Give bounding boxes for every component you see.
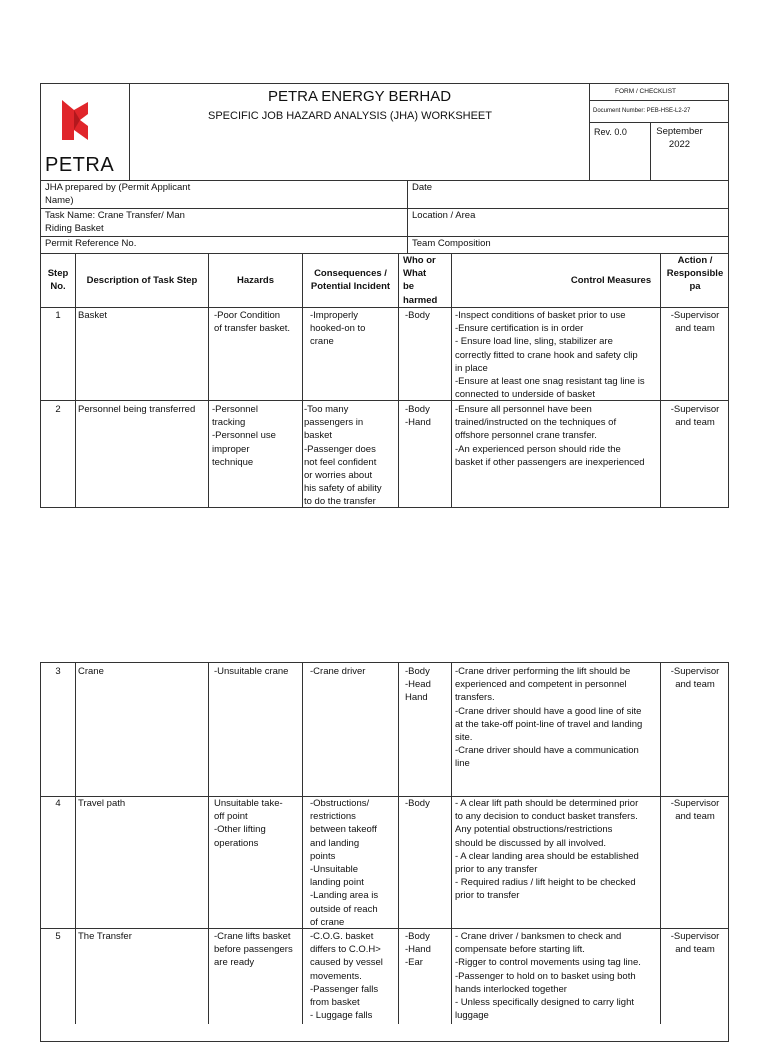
- row-5-hazards: -Crane lifts basket before passengers are ready: [214, 931, 293, 969]
- row-3-who: -Body -Head Hand: [405, 666, 431, 704]
- row-5-action: -Supervisor and team: [670, 931, 720, 956]
- row-1-hazards: -Poor Condition of transfer basket.: [214, 310, 291, 335]
- logo-text: PETRA: [45, 154, 115, 176]
- row-1-controls: -Inspect conditions of basket prior to use -Ensure certification is in order - Ensure load line, sling, stabilizer are correctly fitted to crane hook and safety clip in place -Ensure at least one snag resistant tag line is connected to underside of basket: [455, 310, 645, 401]
- row-5-controls: - Crane driver / banksmen to check and compensate before starting lift. -Rigger to control movements using tag line. -Passenger to hold on to basket using both hands interlocked together - Unless specifically designed to carry light luggage: [455, 931, 641, 1022]
- row-2-hazards: -Personnel tracking -Personnel use improper technique: [212, 404, 276, 468]
- row-4-controls: - A clear lift path should be determined prior to any decision to conduct basket transfers. Any potential obstructions/restrictions should be discussed by all involved. - A clear landing area should be established prior to any transfer - Required radius / lift height to be checked prior to transfer: [455, 798, 639, 902]
- row-1-consequences: -Improperly hooked-on to crane: [310, 310, 366, 348]
- row-4-consequences: -Obstructions/ restrictions between takeoff and landing points -Unsuitable landing point -Landing area is outside of reach of crane: [310, 798, 379, 928]
- row-2-step: 2: [55, 404, 61, 415]
- location-label: Location / Area: [412, 210, 476, 221]
- col-step: Step No.: [47, 268, 69, 293]
- row-3-step: 3: [55, 666, 61, 677]
- row-5-consequences: -C.O.G. basket differs to C.O.H> caused by vessel movements. -Passenger falls from basket - Luggage falls: [310, 931, 383, 1022]
- row-5-step: 5: [55, 931, 61, 942]
- row-4-hazards: Unsuitable take- off point -Other lifting operations: [214, 798, 283, 849]
- permit-ref-label: Permit Reference No.: [45, 238, 137, 249]
- row-3-description: Crane: [78, 666, 104, 677]
- petra-logo-icon: [58, 96, 100, 144]
- col-consequences: Consequences / Potential Incident: [310, 268, 391, 293]
- date-label: Date: [412, 182, 433, 193]
- row-4-description: Travel path: [78, 798, 126, 809]
- row-1-who: -Body: [405, 310, 430, 321]
- row-4-action: -Supervisor and team: [670, 798, 720, 823]
- row-3-consequences: -Crane driver: [310, 666, 366, 677]
- row-4-who: -Body: [405, 798, 430, 809]
- row-3-controls: -Crane driver performing the lift should be experienced and competent in personnel transfers. -Crane driver should have a good line of site at the take-off point-line of travel and landing site. -Crane driver should have a communication line: [455, 666, 643, 770]
- document-number: Document Number: PEB-HSE-L2-27: [593, 108, 691, 114]
- company-logo: [58, 96, 100, 144]
- row-4-step: 4: [55, 798, 61, 809]
- prepared-by-label: JHA prepared by (Permit Applicant Name): [45, 182, 191, 207]
- form-type: FORM / CHECKLIST: [615, 88, 677, 95]
- row-2-action: -Supervisor and team: [670, 404, 720, 429]
- row-1-step: 1: [55, 310, 61, 321]
- row-1-description: Basket: [78, 310, 108, 321]
- row-1-action: -Supervisor and team: [670, 310, 720, 335]
- row-5-description: The Transfer: [78, 931, 132, 942]
- date-issued: September 2022: [656, 126, 703, 151]
- row-2-consequences: -Too many passengers in basket -Passenger does not feel confident or worries about his safety of ability to do the transfer: [304, 404, 382, 508]
- revision: Rev. 0.0: [594, 127, 627, 137]
- col-who: Who or What be harmed: [403, 255, 438, 306]
- row-3-hazards: -Unsuitable crane: [214, 666, 289, 677]
- row-2-controls: -Ensure all personnel have been trained/instructed on the techniques of offshore personnel crane transfer. -An experienced person should ride the basket if other passengers are inexperienced: [455, 404, 645, 468]
- col-controls: Control Measures: [570, 275, 652, 286]
- row-3-action: -Supervisor and team: [670, 666, 720, 691]
- company-name: PETRA ENERGY BERHAD: [267, 88, 452, 105]
- row-2-who: -Body -Hand: [405, 404, 431, 429]
- col-hazards: Hazards: [237, 275, 274, 286]
- worksheet-title: SPECIFIC JOB HAZARD ANALYSIS (JHA) WORKSHEET: [207, 110, 492, 122]
- col-action: Action / Responsible pa: [666, 255, 724, 293]
- row-2-description: Personnel being transferred: [78, 404, 196, 415]
- row-5-who: -Body -Hand -Ear: [405, 931, 431, 969]
- team-label: Team Composition: [412, 238, 491, 249]
- task-name-label: Task Name: Crane Transfer/ Man Riding Basket: [45, 210, 185, 235]
- col-description: Description of Task Step: [86, 275, 198, 286]
